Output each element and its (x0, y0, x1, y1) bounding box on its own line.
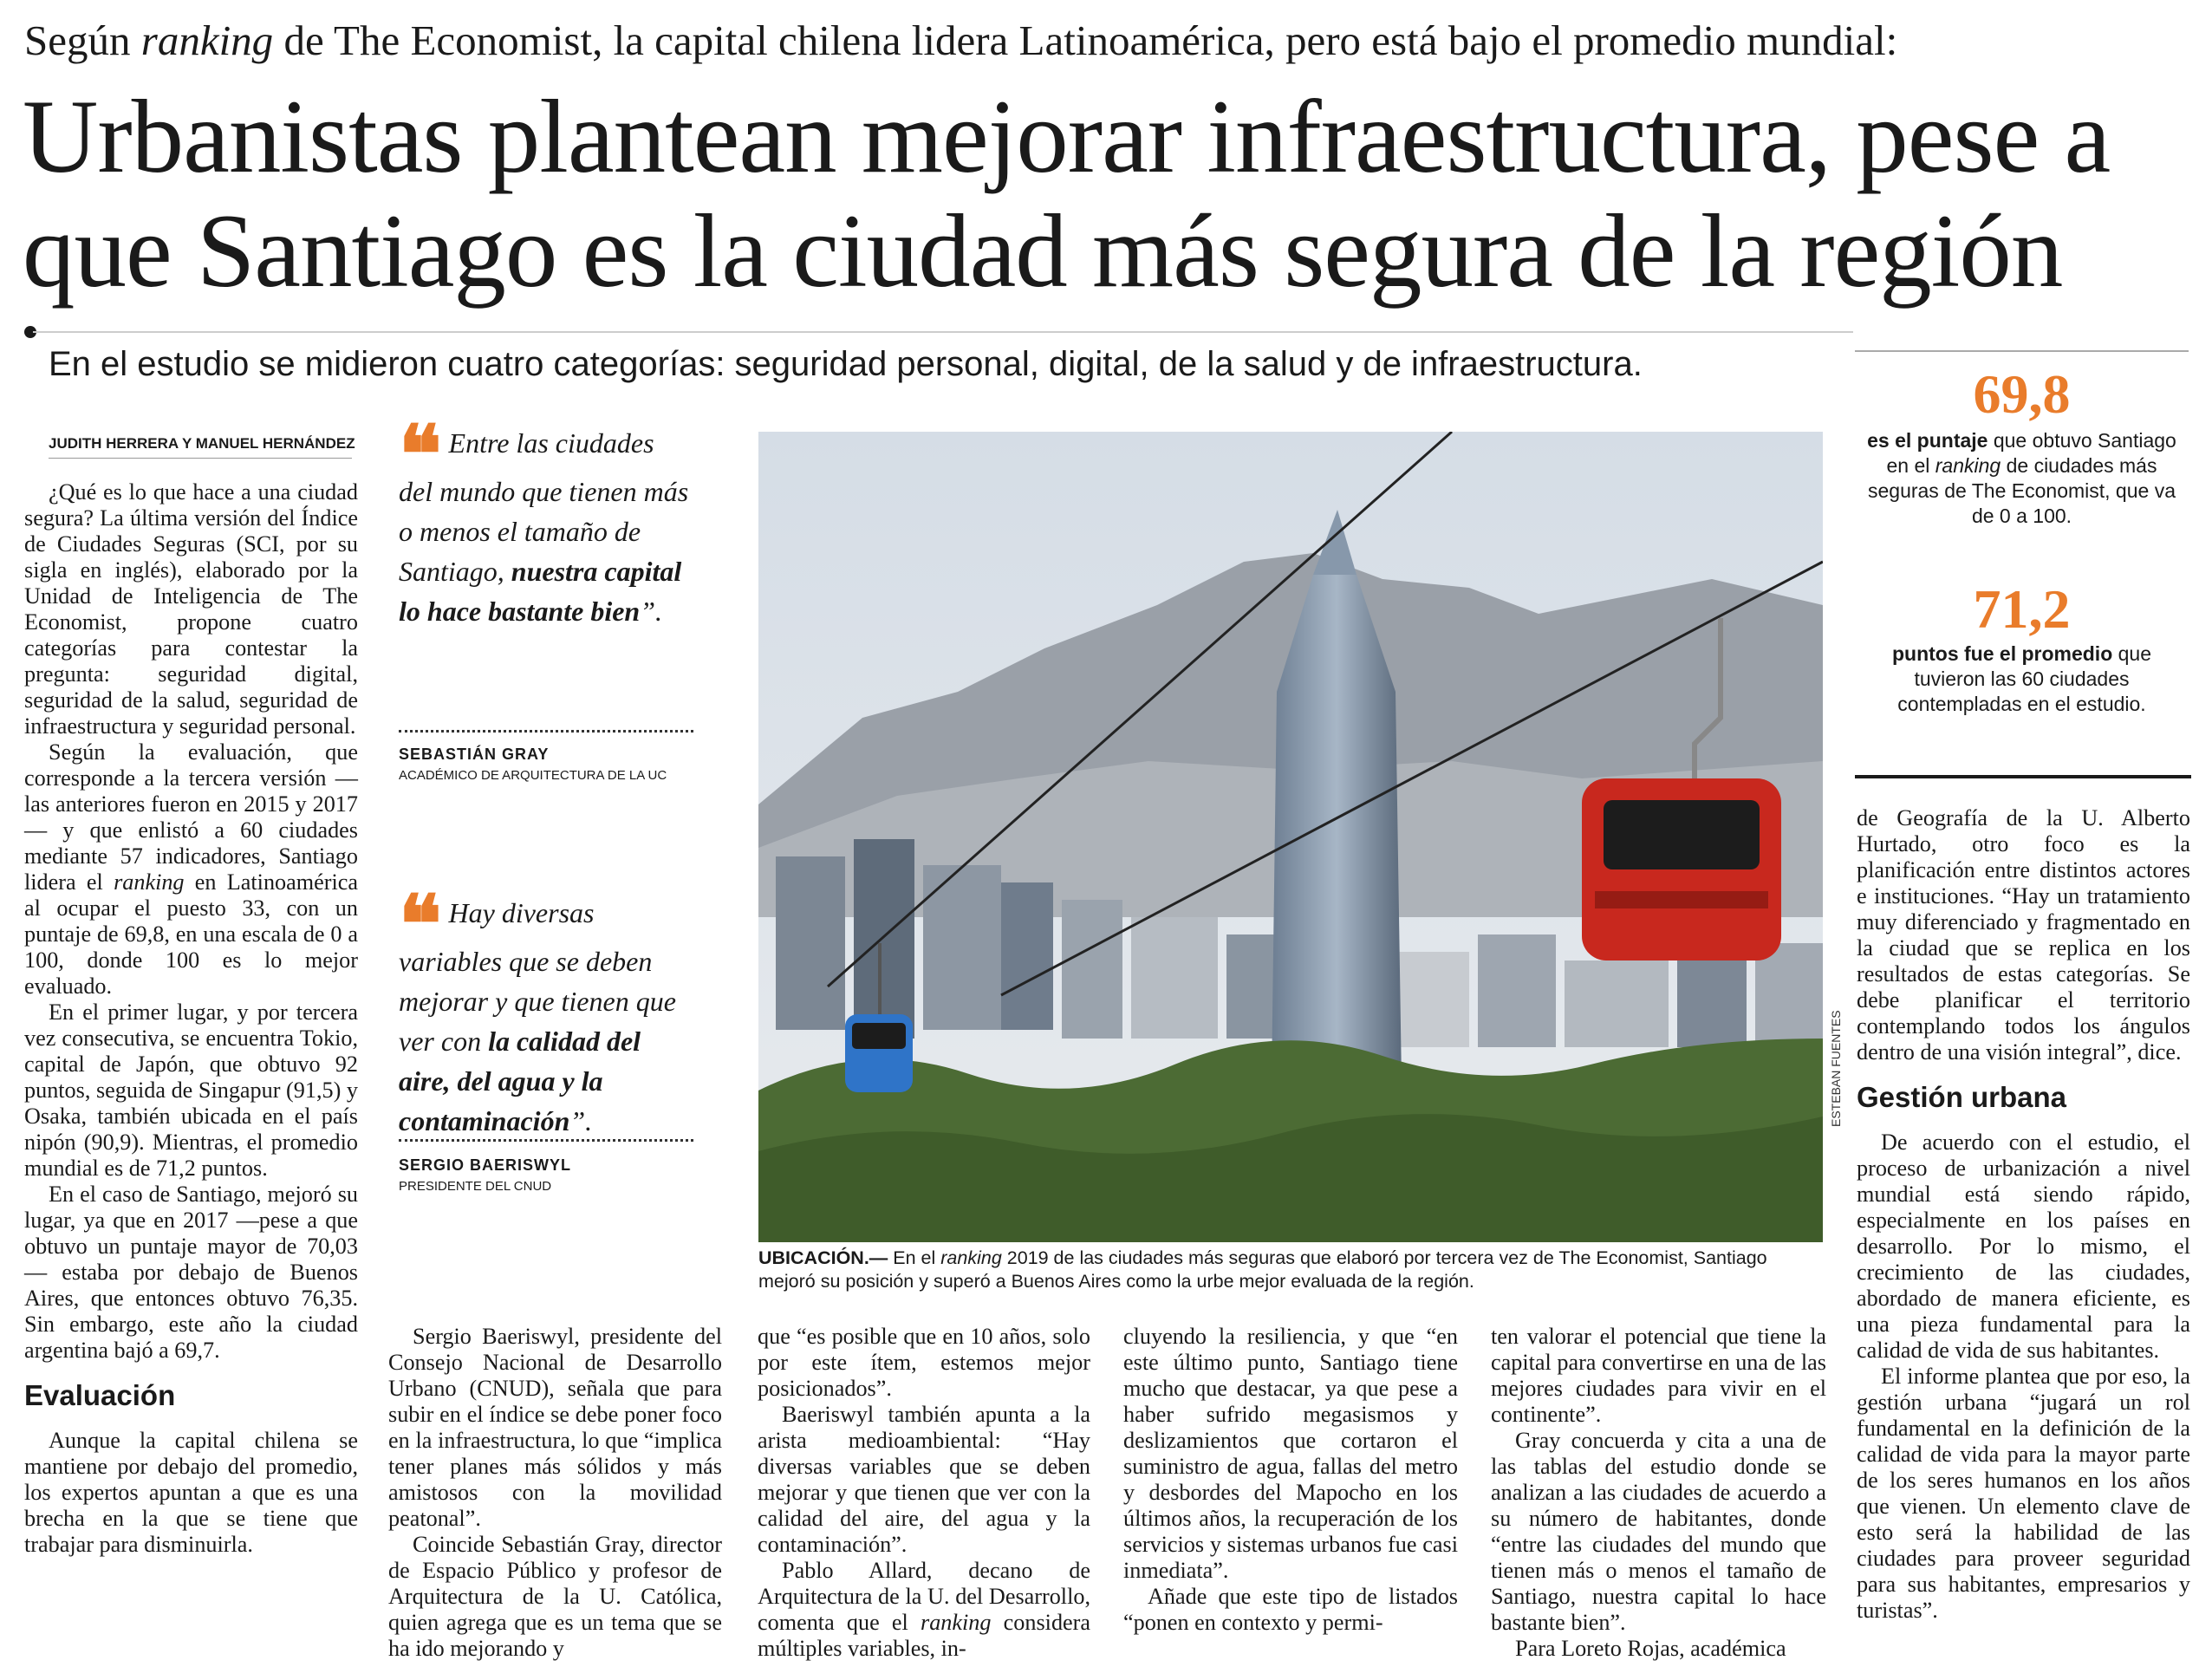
quote-rule (399, 1139, 693, 1142)
stat-text: es el puntaje que obtuvo Santiago en el ranking de ciudades más seguras de The Economist, que va de 0 a 100. (1867, 429, 2176, 527)
paragraph: cluyendo la resiliencia, y que “en este último punto, Santiago tiene mucho que destacar, ya que pese a haber sufrido megasismos y deslizamientos que cortaron el suministro de agua, fallas del metro y desbordes del Mapocho en los últimos años, la recuperación de los servicios y sistemas urbanos fue casi inmediata”. (1123, 1324, 1458, 1583)
kicker: Según ranking de The Economist, la capital chilena lidera Latinoamérica, pero está bajo el promedio mundial: (24, 16, 1898, 64)
paragraph: ¿Qué es lo que hace a una ciudad segura? La última versión del Índice de Ciudades Seguras (SCI, por su sigla en inglés), elaborado por la Unidad de Inteligencia de The Economist, propone cuatro categorías para contestar la pregunta: seguridad digital, seguridad de la salud, seguridad de infraestructura y seguridad personal. (24, 479, 358, 739)
headline-line-2: que Santiago es la ciudad más segura de la región (23, 193, 2063, 309)
quote-author: SERGIO BAERISWYL (399, 1156, 572, 1174)
dek: En el estudio se midieron cuatro categorías: seguridad personal, digital, de la salud y de infraestructura. (49, 345, 1643, 383)
paragraph: El informe plantea que por eso, la gestión urbana “jugará un rol fundamental en la definición de la calidad de vida para la mayor parte de los seres humanos en los años que vienen. Un elemento clave de esto será la habilidad de las ciudades para proveer seguridad para sus habitantes, empresarios y turistas”. (1857, 1364, 2190, 1623)
quote-mark-icon: ❝ (399, 877, 442, 971)
pull-quote-2: ❝ Hay diversas variables que se deben mejorar y que tienen que ver con la calidad del aire, del agua y la contaminación”. (399, 877, 676, 1136)
photo-santiago-cable-car (758, 432, 1823, 1242)
paragraph: que “es posible que en 10 años, solo por este ítem, estemos mejor posicionados”. (758, 1324, 1090, 1401)
body-column-2 (388, 1324, 722, 1662)
paragraph: En el primer lugar, y por tercera vez consecutiva, se encuentra Tokio, capital de Japón, que obtuvo 92 puntos, seguida de Singapur (91,5) y Osaka, también ubicada en el país nipón (90,9). Mientras, el promedio mundial es de 71,2 puntos. (24, 1000, 358, 1181)
section-heading: Evaluación (24, 1379, 176, 1411)
pull-quote-1: ❝ Entre las ciudades del mundo que tienen más o menos el tamaño de Santiago, nuestra capital lo hace bastante bien”. (399, 407, 689, 627)
paragraph: Aunque la capital chilena se mantiene por debajo del promedio, los expertos apuntan a que es una brecha en la que se tiene que trabajar para disminuirla. (24, 1428, 358, 1557)
body-column-6 (1857, 805, 2190, 1624)
stat-text: puntos fue el promedio que tuvieron las 60 ciudades contempladas en el estudio. (1891, 642, 2152, 715)
quote-author: SEBASTIÁN GRAY (399, 746, 550, 763)
paragraph: Baeriswyl también apunta a la arista medioambiental: “Hay diversas variables que se deben mejorar y que tienen que ver con la calidad del aire, del agua y la contaminación”. (758, 1402, 1090, 1557)
paragraph: Añade que este tipo de listados “ponen en contexto y permi- (1123, 1584, 1458, 1635)
paragraph: Para Loreto Rojas, académica (1515, 1636, 1786, 1661)
paragraph: Sergio Baeriswyl, presidente del Consejo Nacional de Desarrollo Urbano (CNUD), señala que para subir en el índice se debe poner foco en la infraestructura, lo que “implica tener planes más sólidos y más amistosos con la movilidad peatonal”. (388, 1324, 722, 1531)
quote-rule (399, 730, 693, 733)
stat-number: 69,8 (1973, 363, 2071, 425)
sidebar-rule-top (1855, 350, 2189, 352)
headline (23, 80, 2198, 309)
paragraph: de Geografía de la U. Alberto Hurtado, otro foco es la planificación entre distintos actores e instituciones. “Hay un tratamiento muy diferenciado y fragmentado en la ciudad que se replica en los resultados de estas categorías. Se debe planificar el territorio contemplando todos los ángulos dentro de una visión integral”, dice. (1857, 805, 2190, 1065)
paragraph: Gray concuerda y cita a una de las tablas del estudio donde se analizan a las ciudades de acuerdo a su número de habitantes, donde “entre las ciudades del mundo que tienen más o menos el tamaño de Santiago, nuestra capital lo hace bastante bien”. (1491, 1428, 1826, 1635)
byline: JUDITH HERRERA Y MANUEL HERNÁNDEZ (49, 435, 355, 452)
body-column-5 (1491, 1324, 1826, 1662)
paragraph: Según la evaluación, que corresponde a la tercera versión —las anteriores fueron en 2015 y 2017— y que enlistó a 60 ciudades mediante 57 indicadores, Santiago lidera el ranking en Latinoamérica al ocupar el puesto 33, con un puntaje de 69,8, en una escala de 0 a 100, donde 100 es lo mejor evaluado. (24, 739, 359, 999)
headline-line-1: Urbanistas plantean mejorar infraestructura, pese a (23, 79, 2111, 195)
dek-rule (33, 331, 1853, 333)
paragraph: Coincide Sebastián Gray, director de Espacio Público y profesor de Arquitectura de la U. Católica, quien agrega que es un tema que se ha ido mejorando y (388, 1532, 722, 1661)
photo-caption: UBICACIÓN.— En el ranking 2019 de las ciudades más seguras que elaboró por tercera vez de The Economist, Santiago mejoró su posición y superó a Buenos Aires como la urbe mejor evaluada de la región. (758, 1247, 1767, 1292)
section-heading: Gestión urbana (1857, 1081, 2067, 1113)
body-column-3 (758, 1324, 1090, 1662)
quote-author-role: PRESIDENTE DEL CNUD (399, 1179, 552, 1194)
photo-credit: ESTEBAN FUENTES (1829, 1010, 1843, 1127)
paragraph: ten valorar el potencial que tiene la capital para convertirse en una de las mejores ciudades para vivir en el continente”. (1491, 1324, 1826, 1427)
paragraph: De acuerdo con el estudio, el proceso de urbanización a nivel mundial está siendo rápido, especialmente en los países en desarrollo. Por lo mismo, el crecimiento de las ciudades, abordado de manera eficiente, es una pieza fundamental para la calidad de vida de sus habitantes. (1857, 1130, 2190, 1363)
byline-rule (49, 458, 352, 459)
paragraph: En el caso de Santiago, mejoró su lugar, ya que en 2017 —pese a que obtuvo un puntaje mayor de 70,03— estaba por debajo de Buenos Aires, que entonces obtuvo 76,35. Sin embargo, este año la ciudad argentina bajó a 69,7. (24, 1182, 358, 1363)
body-column-4 (1123, 1324, 1458, 1636)
quote-author-role: ACADÉMICO DE ARQUITECTURA DE LA UC (399, 768, 667, 783)
paragraph: Pablo Allard, decano de Arquitectura de la U. del Desarrollo, comenta que el ranking considera múltiples variables, in- (758, 1558, 1090, 1661)
stat-number: 71,2 (1973, 578, 2071, 640)
sidebar-rule-bottom (1855, 775, 2191, 778)
quote-mark-icon: ❝ (399, 407, 442, 501)
body-column-1 (24, 479, 358, 1558)
